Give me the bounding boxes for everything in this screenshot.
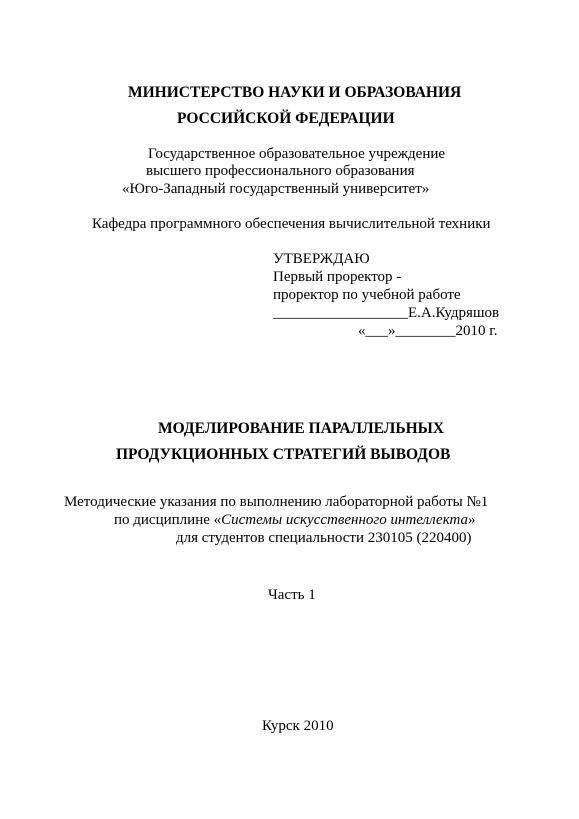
approval-heading: УТВЕРЖДАЮ (273, 251, 370, 267)
description-line-3: для студентов специальности 230105 (220400) (176, 530, 472, 546)
institution-line-3: «Юго-Западный государственный университет» (122, 181, 430, 197)
approver-signature-line: __________________Е.А.Кудряшов (273, 305, 500, 321)
approver-role-line-2: проректор по учебной работе (273, 287, 461, 303)
discipline-prefix: по дисциплине « (114, 512, 222, 528)
description-line-2 (114, 511, 476, 529)
discipline-suffix: » (468, 512, 476, 528)
approver-role-line-1: Первый проректор - (273, 269, 402, 285)
description-line-1: Методические указания по выполнению лабораторной работы №1 (64, 494, 489, 510)
institution-line-2: высшего профессионального образования (146, 163, 415, 179)
part-number: Часть 1 (268, 587, 316, 603)
institution-line-1: Государственное образовательное учреждение (148, 146, 446, 162)
discipline-name: Системы искусственного интеллекта (221, 512, 469, 528)
document-title-line-2: ПРОДУКЦИОННЫХ СТРАТЕГИЙ ВЫВОДОВ (116, 446, 451, 463)
document-title-line-1: МОДЕЛИРОВАНИЕ ПАРАЛЛЕЛЬНЫХ (158, 420, 445, 437)
ministry-line-2: РОССИЙСКОЙ ФЕДЕРАЦИИ (177, 110, 395, 127)
approval-date-line: «___»________2010 г. (358, 323, 498, 339)
department-name: Кафедра программного обеспечения вычислительной техники (92, 216, 491, 232)
ministry-line-1: МИНИСТЕРСТВО НАУКИ И ОБРАЗОВАНИЯ (128, 84, 462, 101)
city-year: Курск 2010 (262, 718, 334, 734)
